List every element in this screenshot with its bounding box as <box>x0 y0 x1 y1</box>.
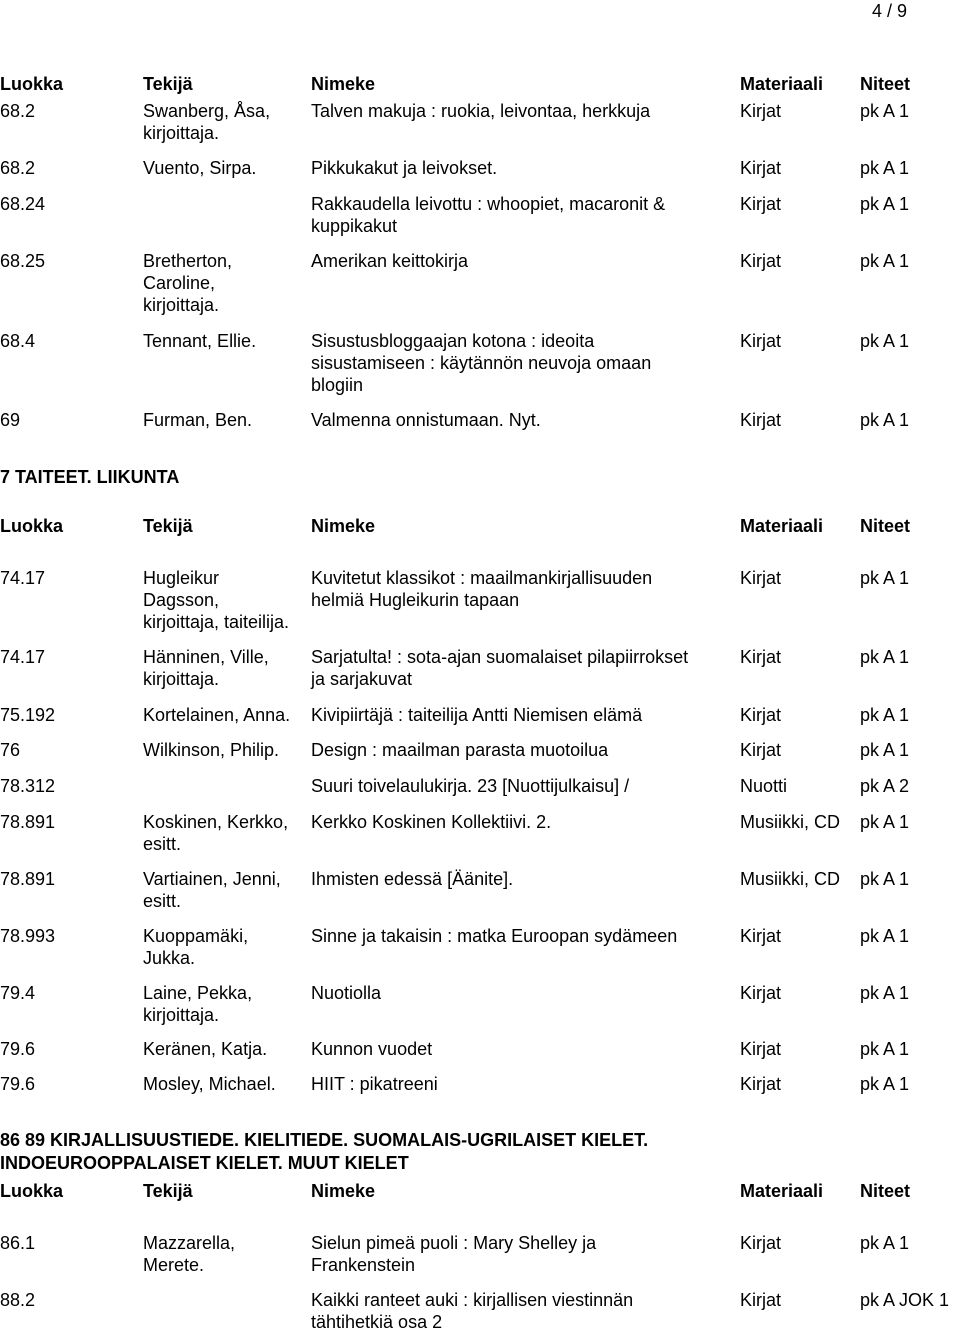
cell-nimeke: Sinne ja takaisin : matka Euroopan sydämeen <box>311 926 678 946</box>
header-tekija: Tekijä <box>143 74 193 94</box>
cell-materiaali: Kirjat <box>740 1233 782 1253</box>
cell-tekija: Bretherton, <box>143 251 233 271</box>
cell-tekija: Merete. <box>143 1255 205 1275</box>
cell-niteet: pk A 1 <box>860 740 910 760</box>
table-row <box>0 646 960 689</box>
cell-tekija: esitt. <box>143 834 182 854</box>
cell-luokka: 78.891 <box>0 869 56 889</box>
cell-nimeke: Nuotiolla <box>311 983 382 1003</box>
cell-niteet: pk A 1 <box>860 926 910 946</box>
cell-tekija: kirjoittaja. <box>143 1005 220 1025</box>
cell-tekija: Vartiainen, Jenni, <box>143 869 281 889</box>
cell-tekija: Koskinen, Kerkko, <box>143 812 289 832</box>
cell-tekija: Laine, Pekka, <box>143 983 253 1003</box>
cell-nimeke: Talven makuja : ruokia, leivontaa, herkkuja <box>311 101 651 121</box>
cell-niteet: pk A 1 <box>860 158 910 178</box>
cell-niteet: pk A 1 <box>860 331 910 351</box>
table-header <box>0 1180 960 1202</box>
cell-niteet: pk A 1 <box>860 1039 910 1059</box>
cell-materiaali: Musiikki, CD <box>740 812 841 832</box>
cell-luokka: 76 <box>0 740 21 760</box>
cell-niteet: pk A 1 <box>860 983 910 1003</box>
cell-nimeke: ja sarjakuvat <box>311 669 413 689</box>
table-row <box>0 811 960 854</box>
cell-niteet: pk A 1 <box>860 568 910 588</box>
table-row <box>0 100 960 143</box>
cell-materiaali: Kirjat <box>740 101 782 121</box>
cell-niteet: pk A 1 <box>860 869 910 889</box>
table-row <box>0 868 960 911</box>
cell-nimeke: Kuvitetut klassikot : maailmankirjallisuuden <box>311 568 653 588</box>
cell-nimeke: helmiä Hugleikurin tapaan <box>311 590 520 610</box>
cell-luokka: 78.891 <box>0 812 56 832</box>
header-nimeke: Nimeke <box>311 516 376 536</box>
cell-luokka: 75.192 <box>0 705 56 725</box>
cell-tekija: Mazzarella, <box>143 1233 236 1253</box>
cell-tekija: Swanberg, Åsa, <box>143 101 271 121</box>
cell-tekija: Furman, Ben. <box>143 410 253 430</box>
table-row <box>0 1232 960 1275</box>
table-row <box>0 409 960 431</box>
cell-nimeke: Kerkko Koskinen Kollektiivi. 2. <box>311 812 552 832</box>
cell-nimeke: Pikkukakut ja leivokset. <box>311 158 498 178</box>
table-header <box>0 515 960 537</box>
table-row <box>0 567 960 632</box>
cell-nimeke: HIIT : pikatreeni <box>311 1074 438 1094</box>
cell-nimeke: tähtihetkiä osa 2 <box>311 1312 443 1332</box>
cell-materiaali: Kirjat <box>740 740 782 760</box>
cell-materiaali: Kirjat <box>740 647 782 667</box>
cell-niteet: pk A 1 <box>860 251 910 271</box>
table-row <box>0 193 960 236</box>
cell-materiaali: Kirjat <box>740 705 782 725</box>
table-row <box>0 1038 960 1060</box>
cell-luokka: 74.17 <box>0 568 46 588</box>
cell-nimeke: blogiin <box>311 375 364 395</box>
cell-materiaali: Kirjat <box>740 251 782 271</box>
section-title: 86 89 KIRJALLISUUSTIEDE. KIELITIEDE. SUOMALAIS-UGRILAISET KIELET. <box>0 1130 649 1150</box>
cell-luokka: 79.6 <box>0 1039 36 1059</box>
cell-nimeke: Kunnon vuodet <box>311 1039 433 1059</box>
table-row <box>0 1073 960 1095</box>
cell-niteet: pk A 1 <box>860 705 910 725</box>
cell-luokka: 69 <box>0 410 21 430</box>
cell-luokka: 79.4 <box>0 983 36 1003</box>
table-row <box>0 982 960 1025</box>
cell-materiaali: Kirjat <box>740 194 782 214</box>
header-luokka: Luokka <box>0 1181 64 1201</box>
table-header <box>0 73 960 95</box>
cell-niteet: pk A 1 <box>860 1074 910 1094</box>
cell-materiaali: Kirjat <box>740 926 782 946</box>
cell-nimeke: Design : maailman parasta muotoilua <box>311 740 609 760</box>
cell-niteet: pk A 1 <box>860 1233 910 1253</box>
table-row <box>0 1289 960 1332</box>
cell-nimeke: kuppikakut <box>311 216 398 236</box>
cell-materiaali: Musiikki, CD <box>740 869 841 889</box>
table-row <box>0 704 960 726</box>
cell-luokka: 79.6 <box>0 1074 36 1094</box>
header-nimeke: Nimeke <box>311 74 376 94</box>
cell-tekija: Kortelainen, Anna. <box>143 705 291 725</box>
cell-materiaali: Kirjat <box>740 1074 782 1094</box>
header-luokka: Luokka <box>0 516 64 536</box>
cell-tekija: Hänninen, Ville, <box>143 647 269 667</box>
cell-tekija: Tennant, Ellie. <box>143 331 257 351</box>
cell-luokka: 86.1 <box>0 1233 36 1253</box>
cell-tekija: Kuoppamäki, <box>143 926 249 946</box>
cell-luokka: 74.17 <box>0 647 46 667</box>
cell-materiaali: Kirjat <box>740 158 782 178</box>
cell-nimeke: Sielun pimeä puoli : Mary Shelley ja <box>311 1233 597 1253</box>
header-niteet: Niteet <box>860 74 911 94</box>
cell-nimeke: Ihmisten edessä [Äänite]. <box>311 869 514 889</box>
cell-materiaali: Kirjat <box>740 983 782 1003</box>
header-tekija: Tekijä <box>143 1181 193 1201</box>
table-row <box>0 775 960 797</box>
cell-niteet: pk A 1 <box>860 101 910 121</box>
cell-materiaali: Kirjat <box>740 410 782 430</box>
cell-tekija: esitt. <box>143 891 182 911</box>
cell-nimeke: sisustamiseen : käytännön neuvoja omaan <box>311 353 652 373</box>
cell-luokka: 68.2 <box>0 158 36 178</box>
cell-tekija: Mosley, Michael. <box>143 1074 276 1094</box>
cell-materiaali: Kirjat <box>740 331 782 351</box>
cell-niteet: pk A 1 <box>860 812 910 832</box>
cell-tekija: Dagsson, <box>143 590 220 610</box>
cell-nimeke: Rakkaudella leivottu : whoopiet, macaronit & <box>311 194 666 214</box>
cell-niteet: pk A JOK 1 <box>860 1290 950 1310</box>
cell-niteet: pk A 1 <box>860 194 910 214</box>
table-row <box>0 250 960 315</box>
cell-niteet: pk A 1 <box>860 647 910 667</box>
cell-luokka: 68.2 <box>0 101 36 121</box>
cell-nimeke: Sisustusbloggaajan kotona : ideoita <box>311 331 595 351</box>
section-title: INDOEUROOPPALAISET KIELET. MUUT KIELET <box>0 1153 409 1173</box>
cell-tekija: Hugleikur <box>143 568 220 588</box>
cell-tekija: kirjoittaja. <box>143 295 220 315</box>
cell-nimeke: Kaikki ranteet auki : kirjallisen viestinnän <box>311 1290 634 1310</box>
cell-nimeke: Frankenstein <box>311 1255 416 1275</box>
header-materiaali: Materiaali <box>740 516 824 536</box>
table-row <box>0 330 960 395</box>
cell-materiaali: Kirjat <box>740 1290 782 1310</box>
cell-niteet: pk A 2 <box>860 776 910 796</box>
cell-tekija: Wilkinson, Philip. <box>143 740 280 760</box>
cell-nimeke: Kivipiirtäjä : taiteilija Antti Niemisen elämä <box>311 705 643 725</box>
cell-tekija: Keränen, Katja. <box>143 1039 268 1059</box>
cell-materiaali: Kirjat <box>740 1039 782 1059</box>
cell-luokka: 88.2 <box>0 1290 36 1310</box>
table-row <box>0 157 960 179</box>
cell-tekija: Caroline, <box>143 273 216 293</box>
header-nimeke: Nimeke <box>311 1181 376 1201</box>
cell-tekija: kirjoittaja, taiteilija. <box>143 612 290 632</box>
cell-tekija: kirjoittaja. <box>143 123 220 143</box>
cell-nimeke: Valmenna onnistumaan. Nyt. <box>311 410 541 430</box>
header-materiaali: Materiaali <box>740 74 824 94</box>
header-tekija: Tekijä <box>143 516 193 536</box>
header-luokka: Luokka <box>0 74 64 94</box>
cell-materiaali: Nuotti <box>740 776 788 796</box>
cell-nimeke: Suuri toivelaulukirja. 23 [Nuottijulkaisu] / <box>311 776 630 796</box>
cell-tekija: kirjoittaja. <box>143 669 220 689</box>
header-niteet: Niteet <box>860 1181 911 1201</box>
table-row <box>0 925 960 968</box>
cell-tekija: Vuento, Sirpa. <box>143 158 257 178</box>
header-materiaali: Materiaali <box>740 1181 824 1201</box>
cell-luokka: 68.25 <box>0 251 46 271</box>
cell-luokka: 78.312 <box>0 776 56 796</box>
cell-materiaali: Kirjat <box>740 568 782 588</box>
cell-tekija: Jukka. <box>143 948 196 968</box>
section-title: 7 TAITEET. LIIKUNTA <box>0 467 180 487</box>
cell-luokka: 68.24 <box>0 194 46 214</box>
header-niteet: Niteet <box>860 516 911 536</box>
cell-luokka: 78.993 <box>0 926 56 946</box>
cell-luokka: 68.4 <box>0 331 36 351</box>
cell-niteet: pk A 1 <box>860 410 910 430</box>
page-number: 4 / 9 <box>872 1 908 21</box>
cell-nimeke: Sarjatulta! : sota-ajan suomalaiset pilapiirrokset <box>311 647 689 667</box>
cell-nimeke: Amerikan keittokirja <box>311 251 469 271</box>
table-row <box>0 739 960 761</box>
